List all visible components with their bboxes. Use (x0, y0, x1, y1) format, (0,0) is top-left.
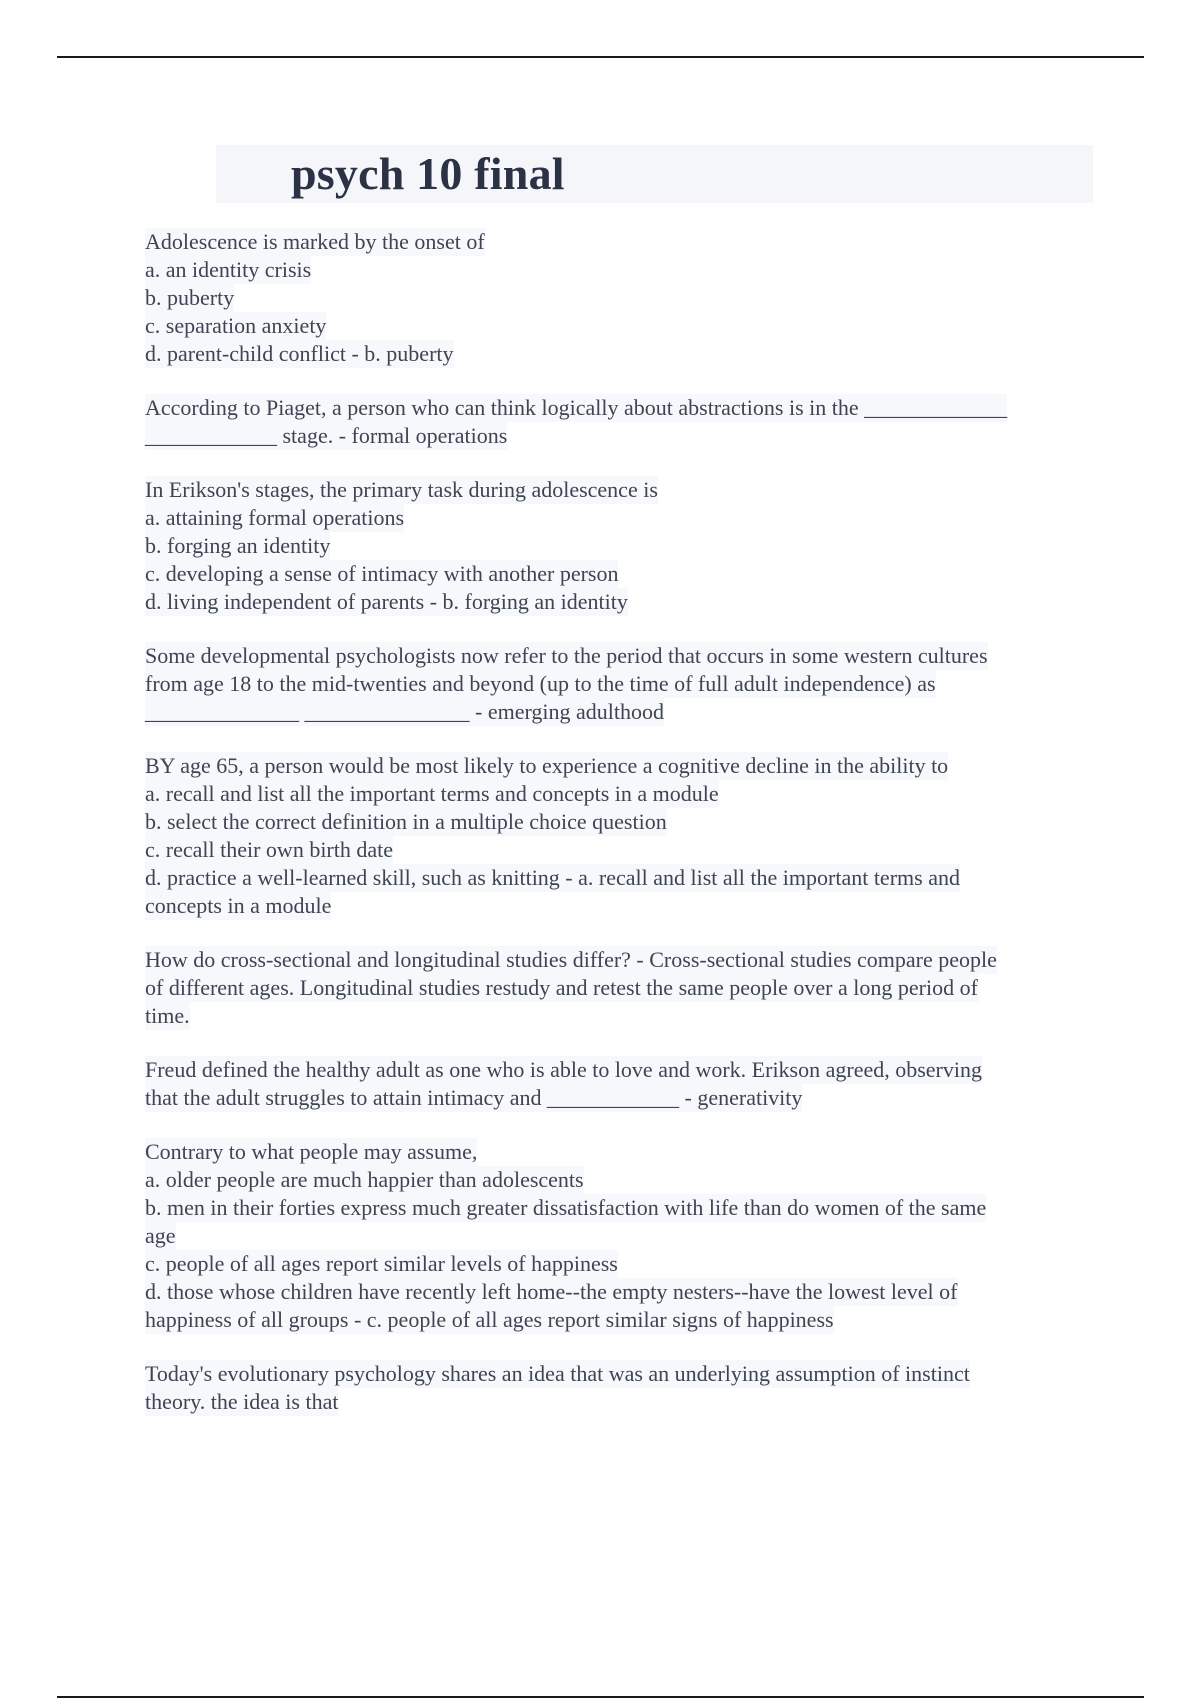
qa-line: d. living independent of parents - b. forging an identity (145, 589, 628, 614)
qa-line: d. practice a well-learned skill, such as knitting - a. recall and list all the important terms and (145, 865, 960, 890)
qa-line: Adolescence is marked by the onset of (145, 229, 485, 254)
qa-line: a. attaining formal operations (145, 505, 405, 530)
qa-line: ______________ _______________ - emerging adulthood (145, 699, 664, 724)
qa-line: age (145, 1223, 176, 1248)
qa-line: happiness of all groups - c. people of all ages report similar signs of happiness (145, 1307, 834, 1332)
bottom-rule (57, 1696, 1144, 1698)
qa-card-erikson (145, 476, 1085, 616)
qa-card-piaget (145, 394, 1085, 450)
qa-line: from age 18 to the mid-twenties and beyond (up to the time of full adult independence) as (145, 671, 936, 696)
qa-line: Freud defined the healthy adult as one who is able to love and work. Erikson agreed, observing (145, 1057, 982, 1082)
qa-line: time. (145, 1003, 190, 1028)
qa-line: that the adult struggles to attain intimacy and ____________ - generativity (145, 1085, 803, 1110)
qa-line: of different ages. Longitudinal studies restudy and retest the same people over a long period of (145, 975, 978, 1000)
qa-line: a. older people are much happier than adolescents (145, 1167, 584, 1192)
top-rule (57, 56, 1144, 58)
document-body (145, 228, 1085, 1442)
qa-card-cognitive-decline (145, 752, 1085, 920)
qa-card-study-types (145, 946, 1085, 1030)
qa-card-happiness (145, 1138, 1085, 1334)
qa-line: Today's evolutionary psychology shares an idea that was an underlying assumption of instinct (145, 1361, 970, 1386)
qa-line: b. select the correct definition in a multiple choice question (145, 809, 667, 834)
qa-line: b. puberty (145, 285, 235, 310)
qa-line: Some developmental psychologists now refer to the period that occurs in some western cultures (145, 643, 988, 668)
qa-line: d. parent-child conflict - b. puberty (145, 341, 454, 366)
qa-line: c. recall their own birth date (145, 837, 394, 862)
qa-card-emerging-adulthood (145, 642, 1085, 726)
qa-line: a. an identity crisis (145, 257, 312, 282)
qa-line: ____________ stage. - formal operations (145, 423, 508, 448)
qa-line: BY age 65, a person would be most likely to experience a cognitive decline in the ability to (145, 753, 949, 778)
qa-card-evolutionary-psychology (145, 1360, 1085, 1416)
qa-line: concepts in a module (145, 893, 332, 918)
qa-line: d. those whose children have recently left home--the empty nesters--have the lowest level of (145, 1279, 958, 1304)
qa-line: According to Piaget, a person who can think logically about abstractions is in the _____________ (145, 395, 1008, 420)
qa-line: Contrary to what people may assume, (145, 1139, 478, 1164)
qa-line: How do cross-sectional and longitudinal studies differ? - Cross-sectional studies compare people (145, 947, 997, 972)
qa-card-adolescence (145, 228, 1085, 368)
qa-line: c. developing a sense of intimacy with another person (145, 561, 619, 586)
qa-line: c. people of all ages report similar levels of happiness (145, 1251, 618, 1276)
document-title: psych 10 final (291, 148, 565, 199)
qa-line: c. separation anxiety (145, 313, 327, 338)
qa-line: theory. the idea is that (145, 1389, 339, 1414)
qa-line: b. forging an identity (145, 533, 331, 558)
qa-line: b. men in their forties express much greater dissatisfaction with life than do women of the same (145, 1195, 987, 1220)
qa-line: In Erikson's stages, the primary task during adolescence is (145, 477, 658, 502)
qa-line: a. recall and list all the important terms and concepts in a module (145, 781, 719, 806)
qa-card-generativity (145, 1056, 1085, 1112)
